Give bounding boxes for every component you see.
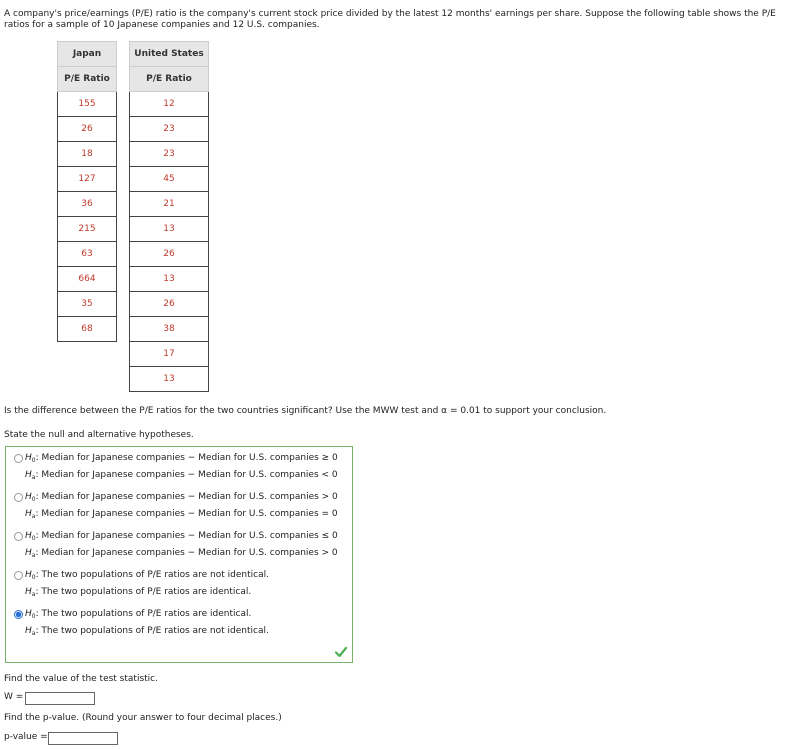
hypothesis-text: : Median for Japanese companies − Median for U.S. companies ≤ 0 — [35, 531, 338, 541]
japan-value-cell: 664 — [58, 267, 117, 292]
us-value-cell: 45 — [130, 167, 209, 192]
hypothesis-text: : Median for Japanese companies − Median for U.S. companies = 0 — [35, 509, 338, 519]
h-symbol: H — [25, 453, 32, 463]
japan-value-cell: 18 — [58, 142, 117, 167]
h-subscript: 0 — [31, 613, 36, 620]
w-label: W = — [4, 692, 24, 702]
radio-button[interactable] — [14, 571, 23, 580]
h-symbol: H — [25, 470, 32, 480]
question-hypotheses: State the null and alternative hypotheses. — [4, 430, 194, 440]
h-subscript: 0 — [31, 535, 36, 542]
us-value-cell: 13 — [130, 217, 209, 242]
w-row — [4, 692, 23, 702]
alt-hypothesis — [25, 587, 251, 598]
question-significance: Is the difference between the P/E ratios for the two countries significant? Use the MWW test and α = 0.01 to support your conclusion. — [4, 406, 607, 416]
intro-text: A company's price/earnings (P/E) ratio is the company's current stock price divided by the latest 12 months' earnings per share. Suppose the following table shows the P/E ratios for a sample of 10 Japanese companies and 12 U.S. companies. — [4, 9, 776, 30]
hypothesis-text: : Median for Japanese companies − Median for U.S. companies ≥ 0 — [35, 453, 338, 463]
h-symbol: H — [25, 609, 32, 619]
radio-button[interactable] — [14, 532, 23, 541]
question-test-statistic: Find the value of the test statistic. — [4, 674, 158, 684]
us-value-cell: 26 — [130, 292, 209, 317]
h-subscript: a — [31, 630, 36, 637]
us-value-cell: 23 — [130, 117, 209, 142]
h-subscript: 0 — [31, 574, 36, 581]
hypothesis-text: : The two populations of P/E ratios are not identical. — [35, 570, 269, 580]
h-subscript: 0 — [31, 496, 36, 503]
p-value-input[interactable] — [48, 732, 118, 745]
japan-value-cell: 155 — [58, 92, 117, 117]
japan-header: Japan — [58, 42, 117, 67]
question-p-value: Find the p-value. (Round your answer to four decimal places.) — [4, 713, 282, 723]
h-subscript: a — [31, 474, 36, 481]
us-table — [129, 41, 209, 392]
radio-button[interactable] — [14, 493, 23, 502]
us-value-cell: 13 — [130, 367, 209, 392]
h-symbol: H — [25, 531, 32, 541]
h-symbol: H — [25, 626, 32, 636]
us-value-cell: 23 — [130, 142, 209, 167]
null-hypothesis — [25, 531, 338, 542]
us-value-cell: 21 — [130, 192, 209, 217]
h-subscript: 0 — [31, 457, 36, 464]
alt-hypothesis — [25, 626, 269, 637]
alt-hypothesis — [25, 548, 338, 559]
null-hypothesis — [25, 609, 251, 620]
us-value-cell: 12 — [130, 92, 209, 117]
hypotheses-options — [5, 446, 353, 663]
h-subscript: a — [31, 552, 36, 559]
h-subscript: a — [31, 591, 36, 598]
h-symbol: H — [25, 548, 32, 558]
check-icon — [335, 646, 347, 658]
us-value-cell: 38 — [130, 317, 209, 342]
japan-value-cell: 35 — [58, 292, 117, 317]
h-symbol: H — [25, 509, 32, 519]
us-value-cell: 13 — [130, 267, 209, 292]
radio-selected[interactable] — [14, 610, 23, 619]
us-value-cell: 26 — [130, 242, 209, 267]
h-symbol: H — [25, 492, 32, 502]
japan-table — [57, 41, 117, 342]
japan-subheader: P/E Ratio — [58, 67, 117, 92]
null-hypothesis — [25, 492, 338, 503]
japan-value-cell: 36 — [58, 192, 117, 217]
hypothesis-text: : Median for Japanese companies − Median for U.S. companies > 0 — [35, 548, 338, 558]
h-symbol: H — [25, 587, 32, 597]
us-header: United States — [130, 42, 209, 67]
h-subscript: a — [31, 513, 36, 520]
japan-value-cell: 68 — [58, 317, 117, 342]
japan-value-cell: 127 — [58, 167, 117, 192]
hypothesis-text: : Median for Japanese companies − Median for U.S. companies > 0 — [35, 492, 338, 502]
hypothesis-text: : Median for Japanese companies − Median for U.S. companies < 0 — [35, 470, 338, 480]
hypothesis-text: : The two populations of P/E ratios are identical. — [35, 587, 252, 597]
alt-hypothesis — [25, 470, 338, 481]
null-hypothesis — [25, 570, 269, 581]
alt-hypothesis — [25, 509, 338, 520]
p-value-label: p-value = — [4, 732, 48, 742]
null-hypothesis — [25, 453, 338, 464]
radio-button[interactable] — [14, 454, 23, 463]
hypothesis-text: : The two populations of P/E ratios are not identical. — [35, 626, 269, 636]
japan-value-cell: 215 — [58, 217, 117, 242]
us-value-cell: 17 — [130, 342, 209, 367]
hypothesis-text: : The two populations of P/E ratios are identical. — [35, 609, 252, 619]
us-subheader: P/E Ratio — [130, 67, 209, 92]
p-value-row — [4, 732, 48, 742]
h-symbol: H — [25, 570, 32, 580]
japan-value-cell: 63 — [58, 242, 117, 267]
japan-value-cell: 26 — [58, 117, 117, 142]
w-input[interactable] — [25, 692, 95, 705]
